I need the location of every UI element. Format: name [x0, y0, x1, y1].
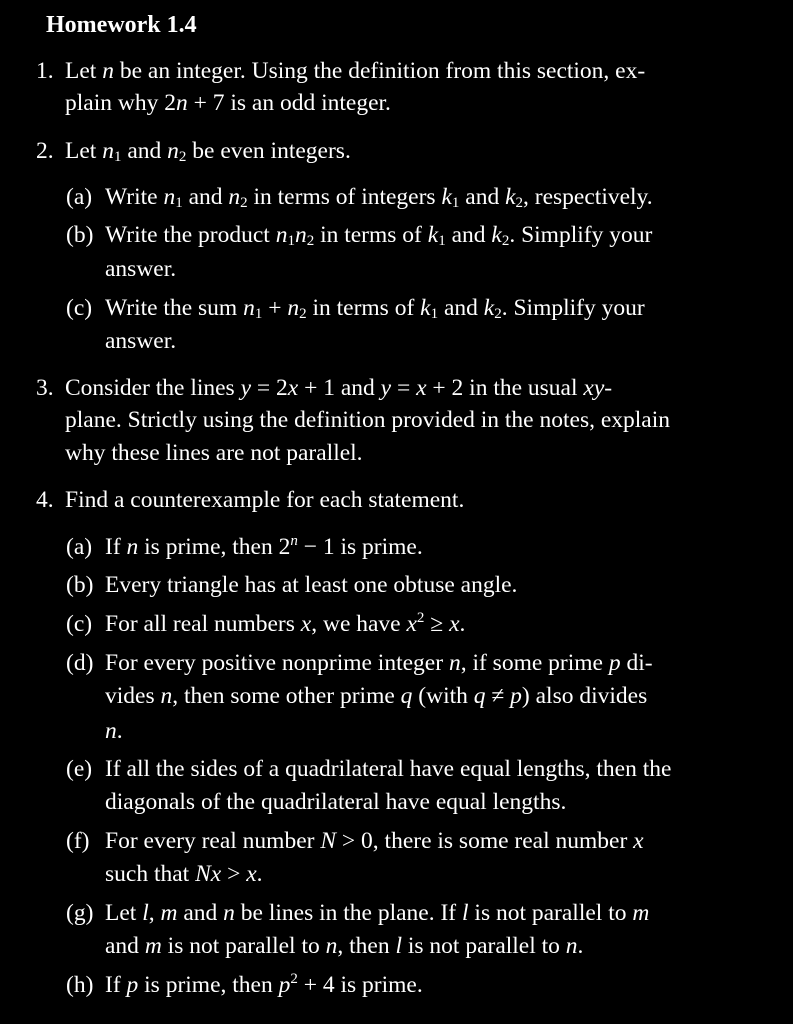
problem-2b-line-1: Write the product $n_1n_2$ in terms of $k_1$ and $k_2$. Simplify your [105, 222, 653, 249]
problem-4g-line-2: and m is not parallel to n, then l is not parallel to n. [105, 933, 584, 959]
problem-4h-line-1: If p is prime, then $p^2 + 4$ is prime. [105, 971, 423, 998]
problem-2a-label: (a) [66, 184, 93, 210]
problem-4-number: 4. [36, 487, 54, 513]
problem-2c-label: (c) [66, 295, 93, 321]
problem-4d-line-1: For every positive nonprime integer n, if some prime p di- [105, 650, 653, 676]
problem-4a-label: (a) [66, 534, 93, 560]
problem-3-number: 3. [36, 375, 54, 401]
page-title: Homework 1.4 [46, 12, 197, 38]
problem-1-line-1: Let n be an integer. Using the definition from this section, ex- [65, 58, 646, 84]
problem-4d-label: (d) [66, 650, 94, 676]
problem-2-number: 2. [36, 138, 54, 164]
problem-4f-line-1: For every real number N > 0, there is some real number x [105, 828, 644, 854]
problem-2b-label: (b) [66, 222, 94, 248]
problem-4e-line-2: diagonals of the quadrilateral have equal lengths. [105, 789, 567, 815]
problem-2c-line-2: answer. [105, 328, 177, 354]
problem-4g-line-1: Let l, m and n be lines in the plane. If l is not parallel to m [105, 900, 650, 926]
problem-4e-line-1: If all the sides of a quadrilateral have equal lengths, then the [105, 756, 672, 782]
problem-4f-label: (f) [66, 828, 90, 854]
problem-4a-line-1: If n is prime, then $2^n - 1$ is prime. [105, 533, 423, 560]
problem-4d-line-3: n. [105, 718, 123, 744]
problem-4g-label: (g) [66, 900, 94, 926]
problem-3-line-2: plane. Strictly using the definition provided in the notes, explain [65, 407, 671, 433]
problem-2c-line-1: Write the sum $n_1 + n_2$ in terms of $k_1$ and $k_2$. Simplify your [105, 295, 645, 322]
problem-4b-label: (b) [66, 572, 94, 598]
problem-4e-label: (e) [66, 756, 93, 782]
problem-3-line-3: why these lines are not parallel. [65, 440, 363, 466]
problem-4d-line-2: vides n, then some other prime q (with q ≠ p) also divides [105, 683, 648, 709]
problem-4c-label: (c) [66, 611, 93, 637]
problem-2a-line-1: Write $n_1$ and $n_2$ in terms of integers $k_1$ and $k_2$, respectively. [105, 184, 653, 211]
problem-4h-label: (h) [66, 972, 94, 998]
problem-1-number: 1. [36, 58, 54, 84]
problem-4f-line-2: such that Nx > x. [105, 861, 263, 887]
problem-2-line-1: Let $n_1$ and $n_2$ be even integers. [65, 138, 351, 165]
problem-4c-line-1: For all real numbers x, we have $x^2 \ge x$. [105, 610, 466, 637]
problem-2b-line-2: answer. [105, 256, 177, 282]
problem-4-line-1: Find a counterexample for each statement. [65, 487, 465, 513]
problem-4b-line-1: Every triangle has at least one obtuse angle. [105, 572, 518, 598]
problem-3-line-1: Consider the lines y = 2x + 1 and y = x + 2 in the usual xy- [65, 375, 613, 401]
problem-1-line-2: plain why 2n + 7 is an odd integer. [65, 90, 391, 116]
